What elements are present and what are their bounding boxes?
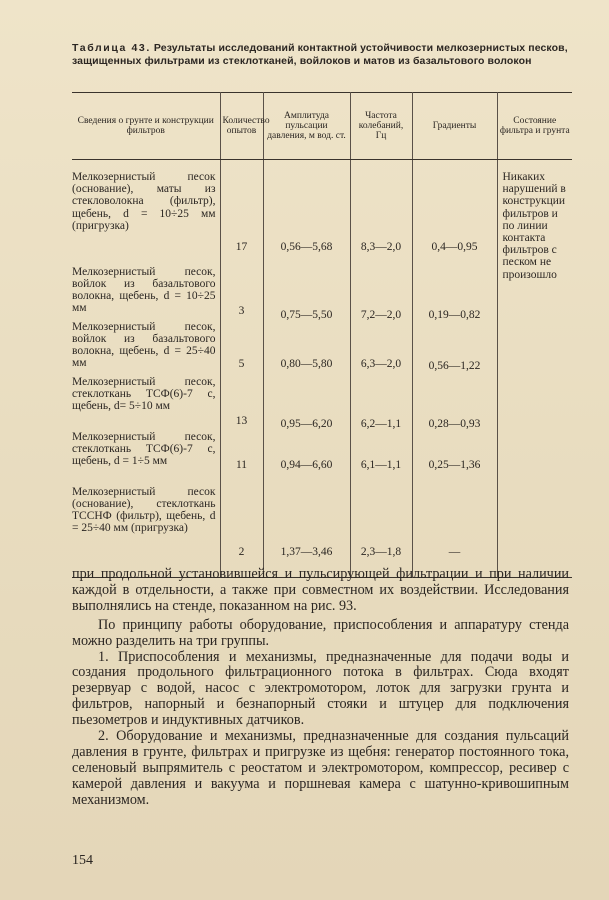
- paragraph: По принципу работы оборудование, приспособления и аппаратуру стенда можно разделить на три группы.: [72, 616, 569, 649]
- row-description: Мелкозернистый песок, стеклоткань ТСФ(6)-7 с, щебень, d = 1÷5 мм: [72, 430, 216, 468]
- row-frequency: 6,2—1,1: [350, 376, 412, 431]
- header-experiments: Количество опытов: [220, 93, 263, 160]
- header-soil-info: Сведения о грунте и конструкции фильтров: [72, 93, 220, 160]
- row-frequency: 2,3—1,8: [350, 486, 412, 578]
- header-state: Состояние фильтра и грунта: [497, 93, 572, 160]
- table-row: [72, 160, 572, 266]
- row-amplitude: 0,75—5,50: [263, 266, 350, 321]
- row-description: Мелкозернистый песок, войлок из базальтового волокна, щебень, d = 10÷25 мм: [72, 265, 216, 315]
- row-gradients: 0,19—0,82: [412, 266, 497, 321]
- page-number: 154: [72, 853, 93, 868]
- row-experiments: 13: [220, 376, 263, 431]
- row-gradients: 0,25—1,36: [412, 431, 497, 486]
- paragraph: 1. Приспособления и механизмы, предназначенные для подачи воды и создания продольного фильтрационного потока в фильтрах. Сюда входят резервуар с водой, насос с электромотором, лоток для загрузки грунта и фильтров, напорный и безнапорный стояки и штуцер для подключения пьезометров и индуктивных датчиков.: [72, 648, 569, 729]
- table-header-row: [72, 93, 572, 160]
- row-description: Мелкозернистый песок (основание), маты из стекловолокна (фильтр), щебень, d = 10÷25 мм (пригрузка): [72, 171, 216, 232]
- table-caption-text: Результаты исследований контактной устойчивости мелкозернистых песков, защищенных фильтрами из стеклотканей, войлоков и матов из базальтового волокон: [72, 42, 568, 67]
- row-description: Мелкозернистый песок (основание), стеклоткань ТССНФ (фильтр), щебень, d = 25÷40 мм (пригрузка): [72, 485, 216, 535]
- row-frequency: 6,1—1,1: [350, 431, 412, 486]
- row-experiments: 11: [220, 431, 263, 486]
- row-amplitude: 1,37—3,46: [263, 486, 350, 578]
- results-table: [72, 92, 572, 578]
- row-experiments: 5: [220, 321, 263, 376]
- body-text: [72, 567, 569, 809]
- row-gradients: 0,4—0,95: [412, 160, 497, 266]
- header-frequency: Частота колебаний, Гц: [350, 93, 412, 160]
- table-caption-label: Таблица 43.: [72, 42, 151, 54]
- row-experiments: 17: [220, 160, 263, 266]
- row-amplitude: 0,94—6,60: [263, 431, 350, 486]
- paragraph: 2. Оборудование и механизмы, предназначенные для создания пульсаций давления в грунте, фильтрах и пригрузке из щебня: генератор постоянного тока, селеновый выпрямитель с реостатом и электромотором, компрессор, ресивер с камерой давления и вакуума и поршневая камера с шатунно-кривошипным механизмом.: [72, 728, 569, 808]
- row-experiments: 3: [220, 266, 263, 321]
- row-experiments: 2: [220, 486, 263, 578]
- row-frequency: 7,2—2,0: [350, 266, 412, 321]
- header-gradients: Градиенты: [412, 93, 497, 160]
- row-gradients: 0,56—1,22: [412, 321, 497, 376]
- row-description: Мелкозернистый песок, стеклоткань ТСФ(6)-7 с, щебень, d= 5÷10 мм: [72, 375, 216, 413]
- row-gradients: 0,28—0,93: [412, 376, 497, 431]
- row-frequency: 8,3—2,0: [350, 160, 412, 266]
- row-gradients: —: [412, 486, 497, 578]
- header-amplitude: Амплитуда пульсации давления, м вод. ст.: [263, 93, 350, 160]
- row-amplitude: 0,56—5,68: [263, 160, 350, 266]
- table-caption: [72, 42, 572, 67]
- row-amplitude: 0,95—6,20: [263, 376, 350, 431]
- row-amplitude: 0,80—5,80: [263, 321, 350, 376]
- row-frequency: 6,3—2,0: [350, 321, 412, 376]
- state-cell: Никаких нарушений в конструкции фильтров и по линии контакта фильтров с песком не произошло: [497, 160, 572, 578]
- paragraph: при продольной установившейся и пульсирующей фильтрации и при наличии каждой в отдельности, а также при совместном их воздействии. Исследования выполнялись на стенде, показанном на рис. 93.: [72, 566, 569, 614]
- row-description: Мелкозернистый песок, войлок из базальтового волокна, щебень, d = 25÷40 мм: [72, 320, 216, 370]
